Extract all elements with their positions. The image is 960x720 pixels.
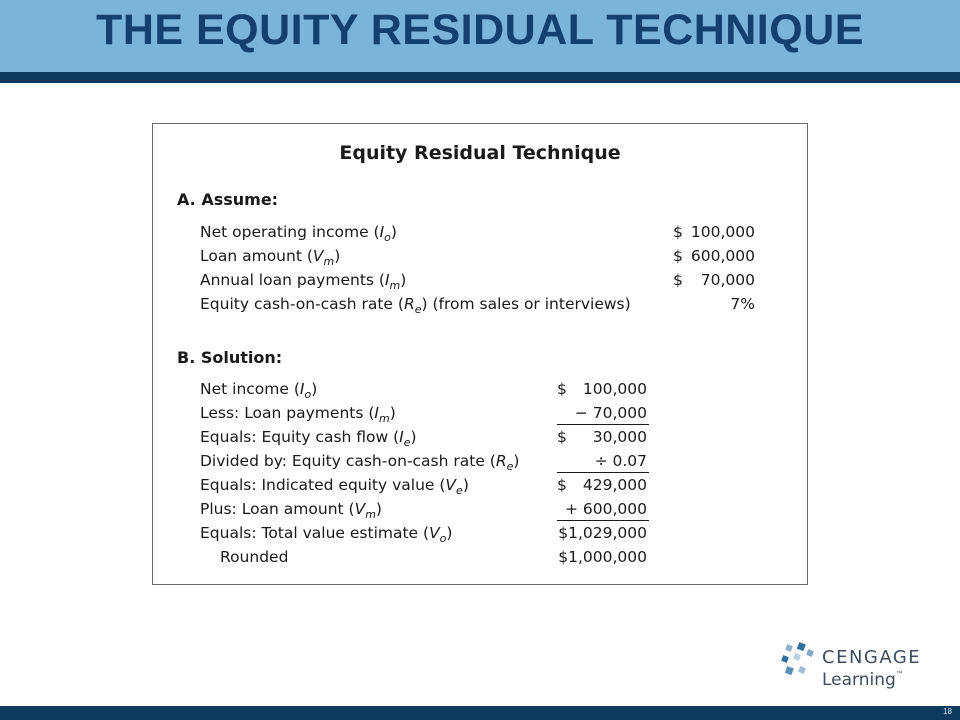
row-var: R [403,295,415,313]
row-sub: e [403,436,411,450]
value-number: 429,000 [582,476,647,494]
solution-value-divided-by-rate [557,451,649,473]
row-sub: e [456,484,463,498]
solution-row-loan-payments [200,403,396,429]
solution-row-equity-cash-flow [200,427,417,453]
value-number: + 600,000 [564,500,647,518]
row-var: I [384,271,390,289]
solution-row-net-income [200,379,317,405]
row-label: Divided by: Equity cash-on-cash rate ( [200,452,496,470]
solution-row-plus-loan-amount [200,499,382,525]
row-sub: o [384,231,391,245]
solution-value-total-value-estimate [557,523,649,545]
value-number: 600,000 [690,247,755,265]
figure-title: Equity Residual Technique [339,142,621,164]
equity-residual-figure [152,123,808,585]
section-b-heading: B. Solution: [177,348,283,367]
assume-row-annual-loan-payments [200,270,406,296]
row-var: R [495,452,507,470]
cengage-logo [780,637,940,693]
value-number: $1,029,000 [558,524,647,542]
cengage-mark-icon [780,641,818,679]
row-label-post: ) [389,404,396,422]
value-symbol: $ [673,271,683,289]
value-symbol: $ [673,247,683,265]
value-number: − 70,000 [574,404,647,422]
slide-title: THE EQUITY RESIDUAL TECHNIQUE [96,6,864,54]
row-label-post: ) [513,452,520,470]
solution-value-equity-cash-flow [557,427,649,449]
row-label: Less: Loan payments ( [200,404,375,422]
row-label-post: ) [375,500,382,518]
solution-value-rounded [557,547,649,569]
row-sub: e [506,460,514,474]
row-sub: m [365,508,376,522]
row-label: Plus: Loan amount ( [200,500,355,518]
logo-sub-label: Learning [822,670,896,690]
row-var: V [354,500,366,518]
row-label-post: ) [311,380,318,398]
solution-row-total-value-estimate [200,523,452,549]
row-label: Net operating income ( [200,223,380,241]
row-label-post: ) [410,428,417,446]
value-number: 100,000 [582,380,647,398]
row-var: I [379,223,385,241]
solution-value-plus-loan-amount [557,499,649,521]
solution-row-rounded [220,547,288,567]
header-band [0,72,960,83]
row-label: Rounded [220,548,289,566]
row-sub: o [304,388,312,402]
row-label: Equals: Indicated equity value ( [200,476,446,494]
row-label-post: ) [462,476,469,494]
value-number: 7% [730,295,755,313]
value-symbol: $ [673,223,683,241]
value-number: 100,000 [690,223,755,241]
row-label-post: ) [400,271,407,289]
solution-row-divided-by-rate [200,451,519,477]
value-number: 70,000 [700,271,755,289]
row-var: V [312,247,324,265]
logo-tm: ™ [895,670,904,679]
row-label-post: ) [334,247,341,265]
solution-value-indicated-equity-value [557,475,649,497]
row-sub: m [323,255,335,269]
row-var: V [445,476,457,494]
assume-row-equity-rate [200,294,631,320]
row-label: Loan amount ( [200,247,313,265]
assume-row-loan-amount [200,246,340,272]
solution-row-indicated-equity-value [200,475,469,501]
solution-value-loan-payments [557,403,649,425]
solution-value-net-income [557,379,649,401]
logo-subtext [822,670,904,690]
value-symbol: $ [557,380,567,398]
logo-wordmark: CENGAGE [822,647,922,668]
row-label: Equals: Equity cash flow ( [200,428,400,446]
row-label: Net income ( [200,380,300,398]
row-label-post: ) [390,223,397,241]
row-var: I [399,428,404,446]
value-symbol: $ [557,476,567,494]
row-label: Equals: Total value estimate ( [200,524,430,542]
value-number: ÷ 0.07 [594,452,647,470]
row-var: I [299,380,305,398]
row-sub: e [414,303,422,317]
slide-number: 18 [943,707,952,716]
row-sub: o [439,532,447,546]
value-number: $1,000,000 [558,548,647,566]
row-label: Equity cash-on-cash rate ( [200,295,404,313]
row-sub: m [378,412,390,426]
row-label-post: ) (from sales or interviews) [421,295,631,313]
row-var: V [429,524,440,542]
row-var: I [374,404,379,422]
value-number: 30,000 [592,428,647,446]
slide-header [0,0,960,72]
row-sub: m [389,279,401,293]
value-symbol: $ [557,428,567,446]
row-label: Annual loan payments ( [200,271,385,289]
footer-band [0,706,960,720]
row-label-post: ) [446,524,453,542]
section-a-heading: A. Assume: [177,190,279,209]
assume-row-net-operating-income [200,222,397,248]
